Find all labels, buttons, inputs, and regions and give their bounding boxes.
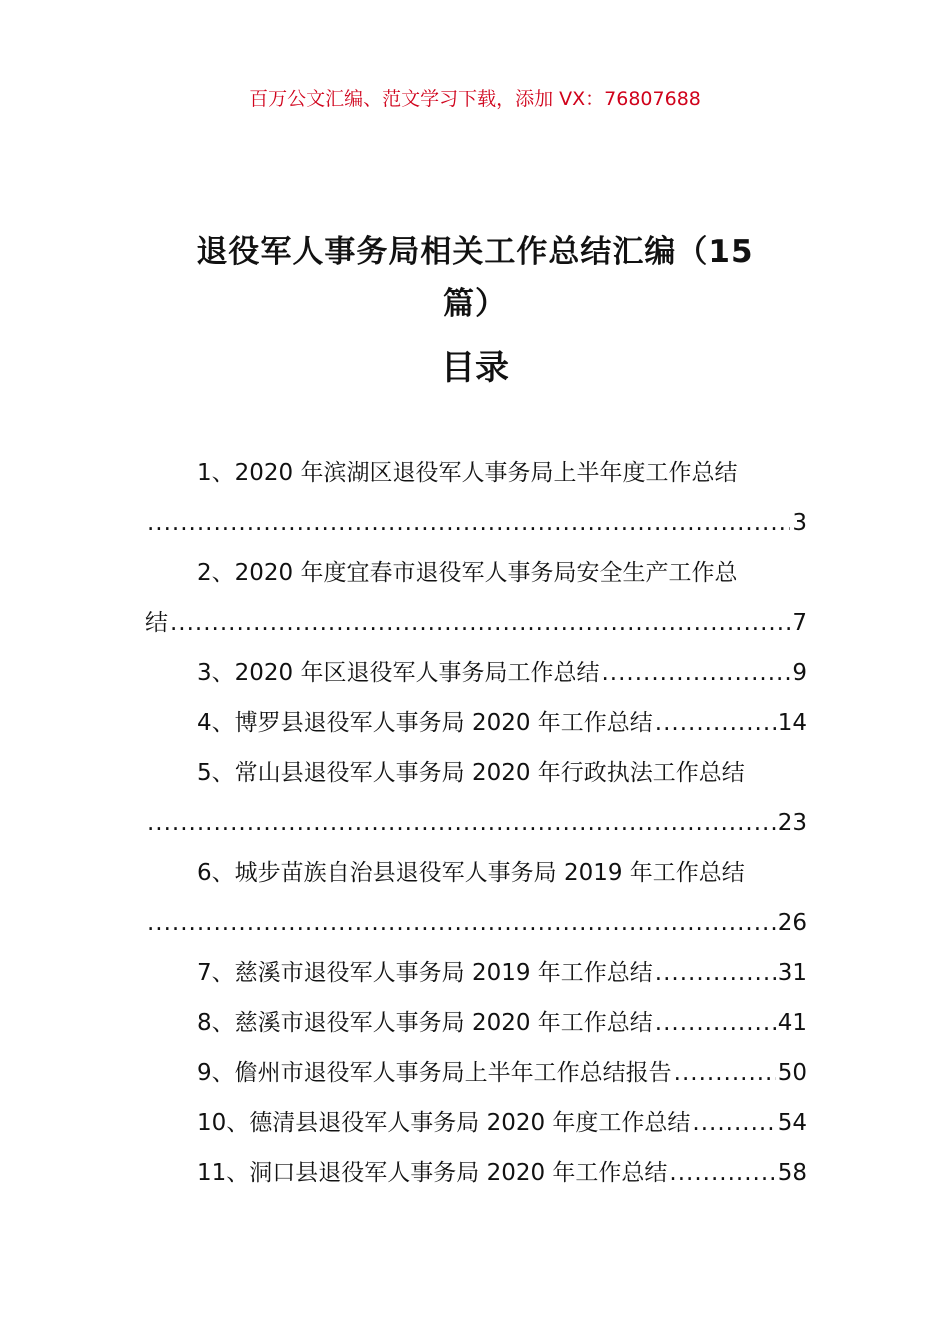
watermark-banner: 百万公文汇编、范文学习下载，添加 VX：76807688 [249, 88, 701, 110]
toc-entry[interactable] [145, 748, 807, 848]
toc-page-number: 14 [777, 710, 807, 736]
toc-entry[interactable] [145, 998, 807, 1048]
dot-leader [669, 1148, 775, 1198]
dot-leader [655, 948, 776, 998]
toc-page-number: 41 [777, 1010, 807, 1036]
toc-entry[interactable] [145, 948, 807, 998]
toc-entry-title: 3、2020 年区退役军人事务局工作总结 [197, 660, 600, 686]
dot-leader [147, 798, 776, 848]
toc-page-number: 58 [777, 1160, 807, 1186]
toc-entry-title: 5、常山县退役军人事务局 2020 年行政执法工作总结 [197, 760, 745, 786]
toc-entry-title: 6、城步苗族自治县退役军人事务局 2019 年工作总结 [197, 860, 745, 886]
toc-page-number: 50 [777, 1060, 807, 1086]
dot-leader [655, 698, 776, 748]
toc-page-number: 23 [777, 810, 807, 836]
toc-entry-title: 9、儋州市退役军人事务局上半年工作总结报告 [197, 1060, 672, 1086]
toc-heading: 目录 [441, 348, 509, 388]
dot-leader [692, 1098, 775, 1148]
toc-entry-title: 4、博罗县退役军人事务局 2020 年工作总结 [197, 710, 653, 736]
table-of-contents [145, 448, 807, 1198]
toc-page-number: 3 [792, 510, 807, 536]
toc-entry[interactable] [145, 648, 807, 698]
title-line-2: 篇） [443, 286, 507, 322]
toc-page-number: 26 [777, 910, 807, 936]
dot-leader [674, 1048, 776, 1098]
title-line-1: 退役军人事务局相关工作总结汇编（15 [196, 234, 754, 270]
toc-page-number: 7 [792, 610, 807, 636]
dot-leader [170, 598, 790, 648]
toc-entry-title: 7、慈溪市退役军人事务局 2019 年工作总结 [197, 960, 653, 986]
dot-leader [147, 898, 776, 948]
toc-page-number: 54 [777, 1110, 807, 1136]
document-title [140, 226, 810, 330]
toc-entry-title: 1、2020 年滨湖区退役军人事务局上半年度工作总结 [197, 460, 738, 486]
toc-entry-title: 2、2020 年度宜春市退役军人事务局安全生产工作总 [197, 560, 738, 586]
toc-entry[interactable] [145, 448, 807, 548]
dot-leader [601, 648, 790, 698]
dot-leader [147, 498, 790, 548]
toc-entry-title-continued: 结 [145, 610, 168, 636]
toc-entry-title: 11、洞口县退役军人事务局 2020 年工作总结 [197, 1160, 668, 1186]
toc-entry[interactable] [145, 1048, 807, 1098]
toc-entry[interactable] [145, 1098, 807, 1148]
toc-entry[interactable] [145, 1148, 807, 1198]
toc-page-number: 31 [777, 960, 807, 986]
dot-leader [655, 998, 776, 1048]
toc-page-number: 9 [792, 660, 807, 686]
toc-entry[interactable] [145, 698, 807, 748]
toc-entry-title: 10、德清县退役军人事务局 2020 年度工作总结 [197, 1110, 691, 1136]
toc-entry[interactable] [145, 548, 807, 648]
toc-entry[interactable] [145, 848, 807, 948]
toc-entry-title: 8、慈溪市退役军人事务局 2020 年工作总结 [197, 1010, 653, 1036]
